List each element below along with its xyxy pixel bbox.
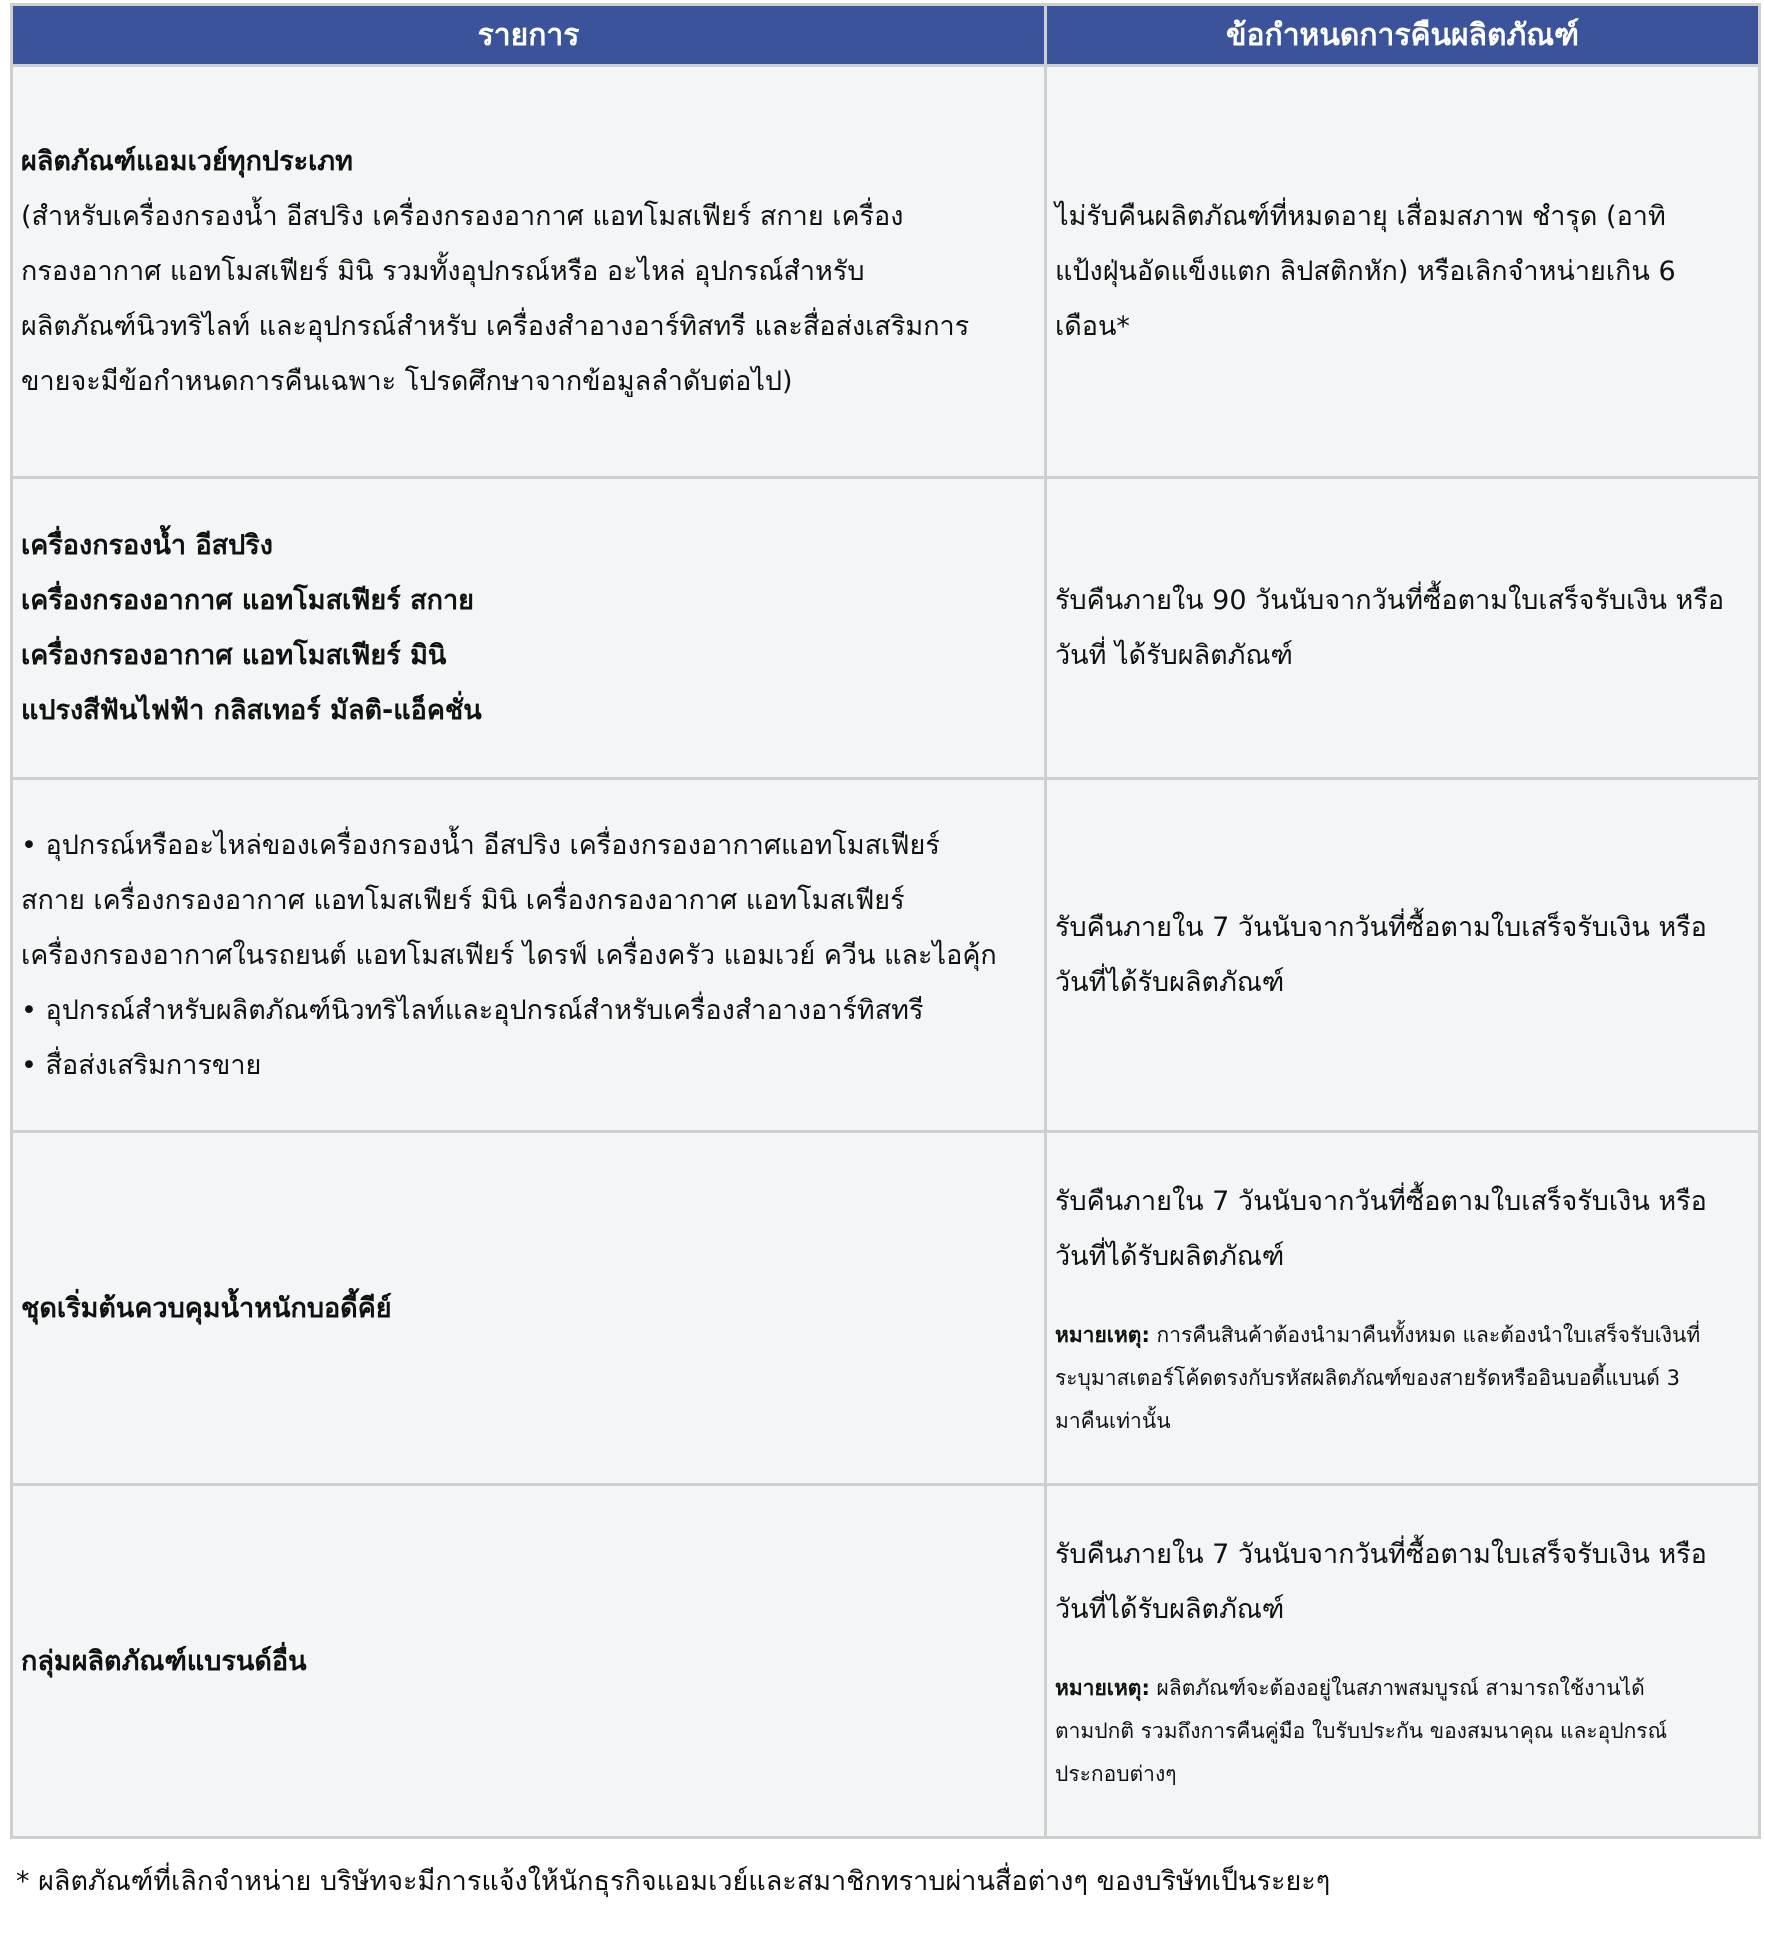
- condition-line: วันที่ได้รับผลิตภัณฑ์: [1055, 1593, 1285, 1625]
- table-row: [12, 779, 1760, 1132]
- condition-cell: [1046, 478, 1760, 779]
- item-title: กลุ่มผลิตภัณฑ์แบรนด์อื่น: [21, 1645, 307, 1677]
- table-row: [12, 66, 1760, 478]
- condition-line: รับคืนภายใน 7 วันนับจากวันที่ซื้อตามใบเสร็จรับเงิน หรือ: [1055, 912, 1707, 943]
- note: [1055, 1667, 1750, 1796]
- table-row: [12, 1485, 1760, 1838]
- item-line: • อุปกรณ์หรืออะไหล่ของเครื่องกรองน้ำ อีสปริง เครื่องกรองอากาศแอทโมสเฟียร์: [21, 829, 940, 861]
- item-title: แปรงสีฟันไฟฟ้า กลิสเทอร์ มัลติ-แอ็คชั่น: [21, 695, 482, 726]
- condition-line: รับคืนภายใน 90 วันนับจากวันที่ซื้อตามใบเสร็จรับเงิน หรือ: [1055, 585, 1725, 616]
- item-line: สกาย เครื่องกรองอากาศ แอทโมสเฟียร์ มินิ เครื่องกรองอากาศ แอทโมสเฟียร์: [21, 884, 905, 916]
- condition-line: วันที่ ได้รับผลิตภัณฑ์: [1055, 640, 1293, 671]
- note-label: หมายเหตุ:: [1055, 1322, 1150, 1347]
- item-cell: [12, 1132, 1046, 1485]
- item-line: • สื่อส่งเสริมการขาย: [21, 1049, 262, 1081]
- header-return-condition: ข้อกำหนดการคืนผลิตภัณฑ์: [1046, 5, 1760, 66]
- item-line: ผลิตภัณฑ์นิวทริไลท์ และอุปกรณ์สำหรับ เครื่องสำอางอาร์ทิสทรี และสื่อส่งเสริมการ: [21, 311, 970, 342]
- item-line: ขายจะมีข้อกำหนดการคืนเฉพาะ โปรดศึกษาจากข้อมูลลำดับต่อไป): [21, 366, 793, 397]
- return-policy-table-wrapper: [10, 3, 1758, 1839]
- condition-line: วันที่ได้รับผลิตภัณฑ์: [1055, 967, 1285, 998]
- condition-line: รับคืนภายใน 7 วันนับจากวันที่ซื้อตามใบเสร็จรับเงิน หรือ: [1055, 1538, 1707, 1570]
- condition-line: แป้งฝุ่นอัดแข็งแตก ลิปสติกหัก) หรือเลิกจำหน่ายเกิน 6: [1055, 256, 1676, 287]
- item-title: เครื่องกรองน้ำ อีสปริง: [21, 530, 273, 561]
- condition-cell: [1046, 66, 1760, 478]
- table-row: [12, 1132, 1760, 1485]
- note-line: ประกอบต่างๆ: [1055, 1761, 1177, 1786]
- table-header-row: [12, 5, 1760, 66]
- condition-cell: [1046, 1132, 1760, 1485]
- item-cell: [12, 1485, 1046, 1838]
- item-title: ผลิตภัณฑ์แอมเวย์ทุกประเภท: [21, 146, 353, 177]
- footnote: * ผลิตภัณฑ์ที่เลิกจำหน่าย บริษัทจะมีการแจ้งให้นักธุรกิจแอมเวย์และสมาชิกทราบผ่านสื่อต่างๆ ของบริษัทเป็นระยะๆ: [16, 1866, 1331, 1897]
- condition-line: วันที่ได้รับผลิตภัณฑ์: [1055, 1240, 1285, 1272]
- item-cell: [12, 779, 1046, 1132]
- note-line: ผลิตภัณฑ์จะต้องอยู่ในสภาพสมบูรณ์ สามารถใช้งานได้: [1149, 1675, 1645, 1700]
- item-line: เครื่องกรองอากาศในรถยนต์ แอทโมสเฟียร์ ไดรฟ์ เครื่องครัว แอมเวย์ ควีน และไอคุ้ก: [21, 939, 997, 971]
- note-line: ตามปกติ รวมถึงการคืนคู่มือ ใบรับประกัน ของสมนาคุณ และอุปกรณ์: [1055, 1718, 1668, 1743]
- condition-line: รับคืนภายใน 7 วันนับจากวันที่ซื้อตามใบเสร็จรับเงิน หรือ: [1055, 1185, 1707, 1217]
- item-line: • อุปกรณ์สำหรับผลิตภัณฑ์นิวทริไลท์และอุปกรณ์สำหรับเครื่องสำอางอาร์ทิสทรี: [21, 994, 924, 1026]
- item-cell: [12, 478, 1046, 779]
- note-line: มาคืนเท่านั้น: [1055, 1408, 1171, 1433]
- note-line: การคืนสินค้าต้องนำมาคืนทั้งหมด และต้องนำใบเสร็จรับเงินที่: [1149, 1322, 1701, 1347]
- table-row: [12, 478, 1760, 779]
- item-title: เครื่องกรองอากาศ แอทโมสเฟียร์ มินิ: [21, 640, 447, 671]
- header-item: รายการ: [12, 5, 1046, 66]
- note: [1055, 1314, 1750, 1443]
- return-policy-table: [10, 3, 1761, 1839]
- condition-cell: [1046, 1485, 1760, 1838]
- item-cell: [12, 66, 1046, 478]
- item-title: ชุดเริ่มต้นควบคุมน้ำหนักบอดี้คีย์: [21, 1292, 392, 1324]
- note-line: ระบุมาสเตอร์โค้ดตรงกับรหัสผลิตภัณฑ์ของสายรัดหรืออินบอดี้แบนด์ 3: [1055, 1365, 1680, 1390]
- item-line: (สำหรับเครื่องกรองน้ำ อีสปริง เครื่องกรองอากาศ แอทโมสเฟียร์ สกาย เครื่อง: [21, 201, 904, 232]
- item-title: เครื่องกรองอากาศ แอทโมสเฟียร์ สกาย: [21, 585, 474, 616]
- item-line: กรองอากาศ แอทโมสเฟียร์ มินิ รวมทั้งอุปกรณ์หรือ อะไหล่ อุปกรณ์สำหรับ: [21, 256, 865, 287]
- note-label: หมายเหตุ:: [1055, 1675, 1150, 1700]
- condition-line: ไม่รับคืนผลิตภัณฑ์ที่หมดอายุ เสื่อมสภาพ ชำรุด (อาทิ: [1055, 201, 1666, 232]
- condition-line: เดือน*: [1055, 311, 1130, 342]
- condition-cell: [1046, 779, 1760, 1132]
